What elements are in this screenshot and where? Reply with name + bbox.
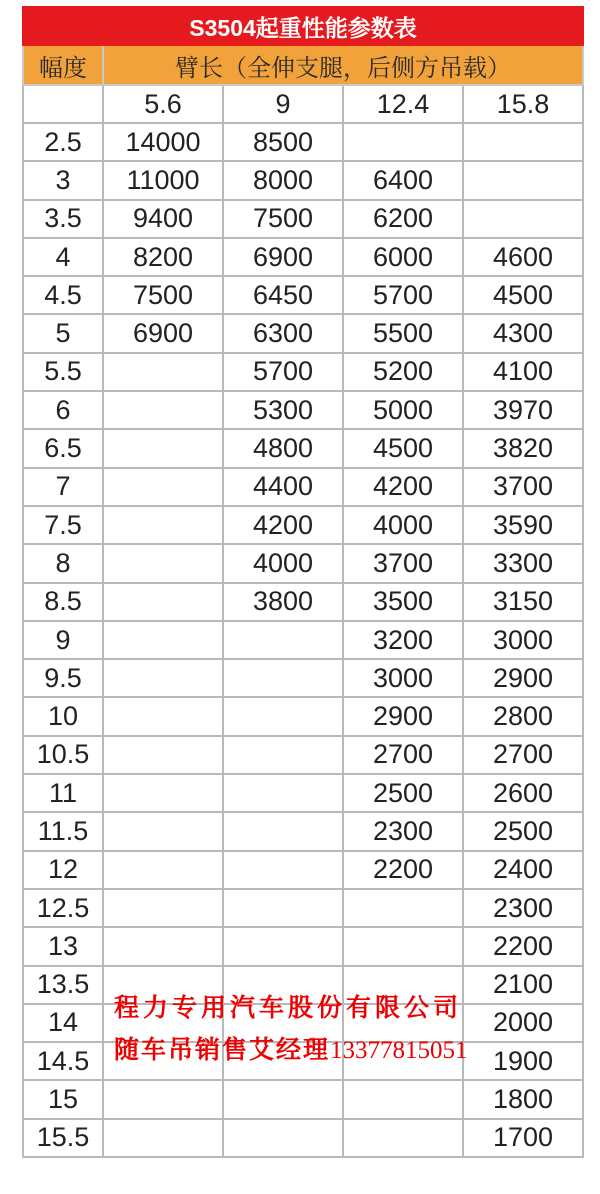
load-cell: 8500 xyxy=(223,123,343,161)
load-cell: 5000 xyxy=(343,391,463,429)
radius-cell: 11 xyxy=(23,774,103,812)
load-cell xyxy=(223,1080,343,1118)
load-cell xyxy=(343,1119,463,1157)
load-cell: 2300 xyxy=(343,812,463,850)
load-cell xyxy=(103,353,223,391)
load-cell xyxy=(463,161,583,199)
load-cell xyxy=(103,736,223,774)
load-cell: 4200 xyxy=(343,468,463,506)
load-cell xyxy=(223,621,343,659)
load-cell: 9400 xyxy=(103,200,223,238)
load-cell xyxy=(103,1042,223,1080)
load-cell: 6400 xyxy=(343,161,463,199)
load-cell: 3000 xyxy=(343,659,463,697)
table-row xyxy=(23,1004,583,1042)
table-row xyxy=(23,621,583,659)
load-cell: 2700 xyxy=(343,736,463,774)
table-row xyxy=(23,353,583,391)
table-row xyxy=(23,506,583,544)
boom-length-cell: 12.4 xyxy=(343,85,463,123)
load-cell: 2900 xyxy=(343,697,463,735)
load-cell: 2300 xyxy=(463,889,583,927)
table-row xyxy=(23,544,583,582)
load-cell: 6900 xyxy=(223,238,343,276)
radius-cell: 12.5 xyxy=(23,889,103,927)
load-cell xyxy=(463,200,583,238)
company-watermark: 程力专用汽车股份有限公司 xyxy=(114,993,463,1022)
load-cell: 8000 xyxy=(223,161,343,199)
boom-length-row xyxy=(23,85,583,123)
load-cell: 1700 xyxy=(463,1119,583,1157)
load-cell: 3590 xyxy=(463,506,583,544)
load-cell xyxy=(103,774,223,812)
table-row xyxy=(23,276,583,314)
load-cell: 3970 xyxy=(463,391,583,429)
radius-cell: 7 xyxy=(23,468,103,506)
load-cell: 2200 xyxy=(463,927,583,965)
load-cell: 2200 xyxy=(343,851,463,889)
load-cell: 8200 xyxy=(103,238,223,276)
load-cell: 3820 xyxy=(463,429,583,467)
load-cell xyxy=(103,966,223,1004)
table-row xyxy=(23,697,583,735)
load-cell: 7500 xyxy=(103,276,223,314)
radius-cell: 14.5 xyxy=(23,1042,103,1080)
load-cell: 6000 xyxy=(343,238,463,276)
load-cell xyxy=(103,391,223,429)
load-cell: 4100 xyxy=(463,353,583,391)
load-cell xyxy=(223,889,343,927)
load-cell: 4500 xyxy=(343,429,463,467)
load-cell xyxy=(103,506,223,544)
load-cell xyxy=(103,927,223,965)
load-cell: 3300 xyxy=(463,544,583,582)
table-row xyxy=(23,468,583,506)
boom-length-cell: 15.8 xyxy=(463,85,583,123)
load-cell xyxy=(223,659,343,697)
radius-cell: 15 xyxy=(23,1080,103,1118)
load-cell xyxy=(343,966,463,1004)
contact-prefix: 随车吊销售艾经理 xyxy=(114,1035,331,1064)
table-row xyxy=(23,774,583,812)
load-cell: 3200 xyxy=(343,621,463,659)
table-row xyxy=(23,736,583,774)
boom-length-header: 臂长（全伸支腿，后侧方吊载） xyxy=(103,45,583,85)
load-cell: 11000 xyxy=(103,161,223,199)
load-cell: 3800 xyxy=(223,583,343,621)
radius-cell: 13.5 xyxy=(23,966,103,1004)
load-cell: 1800 xyxy=(463,1080,583,1118)
radius-cell: 7.5 xyxy=(23,506,103,544)
load-cell: 4400 xyxy=(223,468,343,506)
load-cell xyxy=(223,812,343,850)
load-cell xyxy=(343,1042,463,1080)
load-cell xyxy=(223,774,343,812)
corner-cell xyxy=(23,85,103,123)
load-cell xyxy=(343,889,463,927)
load-cell: 2700 xyxy=(463,736,583,774)
radius-cell: 11.5 xyxy=(23,812,103,850)
load-cell xyxy=(223,736,343,774)
radius-cell: 6.5 xyxy=(23,429,103,467)
load-cell xyxy=(223,851,343,889)
header-row xyxy=(23,45,583,85)
radius-cell: 8 xyxy=(23,544,103,582)
table-row xyxy=(23,812,583,850)
radius-header: 幅度 xyxy=(23,45,103,85)
load-cell: 2000 xyxy=(463,1004,583,1042)
load-cell: 2100 xyxy=(463,966,583,1004)
table-row xyxy=(23,1080,583,1118)
load-cell: 4000 xyxy=(343,506,463,544)
load-cell: 3500 xyxy=(343,583,463,621)
load-chart-table xyxy=(22,6,584,1158)
load-cell: 4300 xyxy=(463,314,583,352)
load-cell xyxy=(103,1119,223,1157)
load-cell: 5300 xyxy=(223,391,343,429)
load-cell: 4200 xyxy=(223,506,343,544)
load-cell: 2500 xyxy=(343,774,463,812)
table-row xyxy=(23,429,583,467)
table-row xyxy=(23,200,583,238)
load-cell xyxy=(103,889,223,927)
load-cell: 2900 xyxy=(463,659,583,697)
radius-cell: 9 xyxy=(23,621,103,659)
table-row xyxy=(23,391,583,429)
boom-length-cell: 5.6 xyxy=(103,85,223,123)
radius-cell: 9.5 xyxy=(23,659,103,697)
load-cell: 3700 xyxy=(343,544,463,582)
load-cell: 6300 xyxy=(223,314,343,352)
load-cell xyxy=(343,1080,463,1118)
load-cell: 3000 xyxy=(463,621,583,659)
boom-length-cell: 9 xyxy=(223,85,343,123)
load-cell: 2400 xyxy=(463,851,583,889)
load-cell xyxy=(103,1004,223,1042)
load-cell: 1900 xyxy=(463,1042,583,1080)
radius-cell: 14 xyxy=(23,1004,103,1042)
load-cell: 4000 xyxy=(223,544,343,582)
load-cell: 14000 xyxy=(103,123,223,161)
table-row xyxy=(23,889,583,927)
radius-cell: 12 xyxy=(23,851,103,889)
radius-cell: 5 xyxy=(23,314,103,352)
radius-cell: 3 xyxy=(23,161,103,199)
load-cell xyxy=(103,544,223,582)
load-cell xyxy=(103,621,223,659)
load-cell xyxy=(223,1004,343,1042)
radius-cell: 15.5 xyxy=(23,1119,103,1157)
table-body xyxy=(23,123,583,1157)
load-cell: 5700 xyxy=(223,353,343,391)
radius-cell: 2.5 xyxy=(23,123,103,161)
table-row xyxy=(23,927,583,965)
radius-cell: 6 xyxy=(23,391,103,429)
load-cell xyxy=(103,659,223,697)
table-row xyxy=(23,161,583,199)
radius-cell: 10.5 xyxy=(23,736,103,774)
table-row xyxy=(23,238,583,276)
load-cell xyxy=(223,927,343,965)
table-row xyxy=(23,851,583,889)
table-row xyxy=(23,966,583,1004)
load-cell xyxy=(103,697,223,735)
load-cell: 5700 xyxy=(343,276,463,314)
radius-cell: 13 xyxy=(23,927,103,965)
title-row xyxy=(23,7,583,45)
load-cell xyxy=(343,123,463,161)
table-row xyxy=(23,1042,583,1080)
radius-cell: 5.5 xyxy=(23,353,103,391)
table-row xyxy=(23,583,583,621)
table-row xyxy=(23,314,583,352)
radius-cell: 3.5 xyxy=(23,200,103,238)
contact-phone: 13377815051 xyxy=(330,1037,468,1064)
load-cell: 6900 xyxy=(103,314,223,352)
load-cell: 6200 xyxy=(343,200,463,238)
load-cell xyxy=(103,812,223,850)
load-cell: 2800 xyxy=(463,697,583,735)
load-cell: 4500 xyxy=(463,276,583,314)
load-cell: 5500 xyxy=(343,314,463,352)
load-cell: 2500 xyxy=(463,812,583,850)
load-chart-sheet xyxy=(22,6,582,1158)
load-cell xyxy=(463,123,583,161)
table-row xyxy=(23,123,583,161)
load-cell: 4600 xyxy=(463,238,583,276)
load-cell: 4800 xyxy=(223,429,343,467)
table-row xyxy=(23,659,583,697)
load-cell xyxy=(103,583,223,621)
load-cell: 3150 xyxy=(463,583,583,621)
load-cell: 3700 xyxy=(463,468,583,506)
load-cell xyxy=(343,1004,463,1042)
radius-cell: 4 xyxy=(23,238,103,276)
load-cell xyxy=(223,697,343,735)
load-cell xyxy=(103,468,223,506)
radius-cell: 10 xyxy=(23,697,103,735)
load-cell: 2600 xyxy=(463,774,583,812)
load-cell xyxy=(103,429,223,467)
table-title: S3504起重性能参数表 xyxy=(23,7,583,45)
load-cell: 6450 xyxy=(223,276,343,314)
radius-cell: 4.5 xyxy=(23,276,103,314)
table-row xyxy=(23,1119,583,1157)
load-cell xyxy=(103,1080,223,1118)
radius-cell: 8.5 xyxy=(23,583,103,621)
load-cell xyxy=(223,966,343,1004)
load-cell xyxy=(223,1042,343,1080)
load-cell xyxy=(103,851,223,889)
load-cell: 5200 xyxy=(343,353,463,391)
load-cell xyxy=(223,1119,343,1157)
load-cell xyxy=(343,927,463,965)
load-cell: 7500 xyxy=(223,200,343,238)
